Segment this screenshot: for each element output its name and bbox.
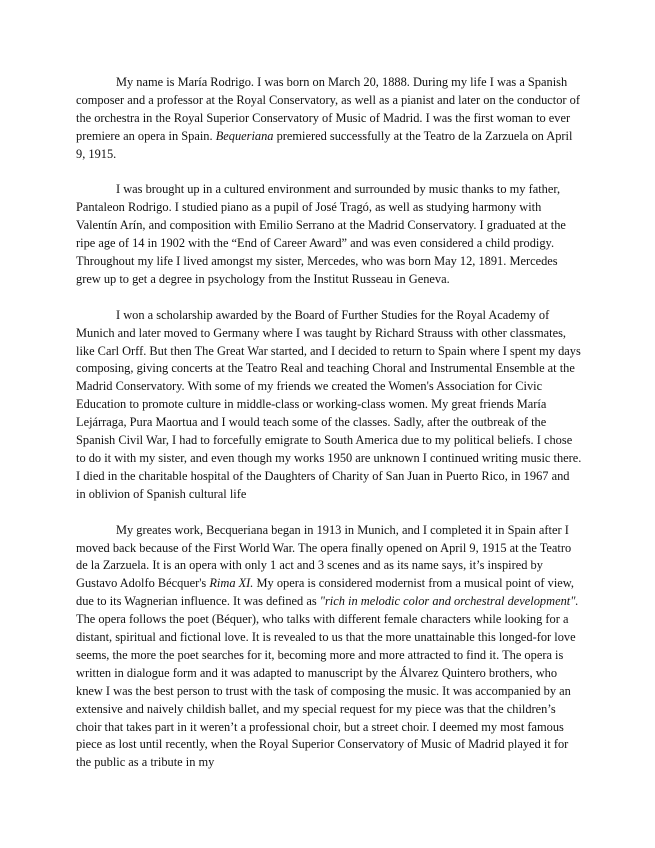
text-segment: My opera is considered modernist from a musical point of view, due to its Wagnerian influence. It was defined as xyxy=(76,576,574,609)
paragraph-intro xyxy=(76,74,582,164)
text-segment: My name is María Rodrigo. I was born on March 20, 1888. During my life I was a Spanish composer and a professor at the Royal Conservatory, as well as a pianist and later on the conductor of the orchestra in the Royal Superior Conservatory of Music of Madrid. I was the first woman to ever premiere an opera in Spain. xyxy=(76,75,580,143)
italic-rima-xi: Rima XI. xyxy=(209,576,254,591)
italic-title-bequeriana: Bequeriana xyxy=(215,128,274,143)
text-segment: My greates work, Becqueriana began in 1913 in Munich, and I completed it in Spain after I moved back because of the First World War. The opera finally opened on April 9, 1915 at the Teatro de la Zarzuela. It is an opera with only 1 act and 3 scenes and as its name says, it’s inspired by Gustavo Adolfo Bécquer's xyxy=(76,522,572,591)
text-segment: I was brought up in a cultured environment and surrounded by music thanks to my father, Pantaleon Rodrigo. I studied piano as a pupil of José Tragó, as well as studying harmony with Valentín Arín, and composition with Emilio Serrano at the Madrid Conservatory. I graduated at the ripe age of 14 in 1902 with the “End of Career Award” and was even considered a child prodigy. Throughout my life I lived amongst my sister, Mercedes, who was born May 12, 1891. Mercedes grew up to get a degree in psychology from the Institut Russeau in Geneva. xyxy=(76,182,566,286)
paragraph-upbringing xyxy=(76,181,582,288)
italic-quote: "rich in melodic color and orchestral development". xyxy=(319,594,579,609)
text-segment: I won a scholarship awarded by the Board of Further Studies for the Royal Academy of Munich and later moved to Germany where I was taught by Richard Strauss with other classmates, like Carl Orff. But then The Great War started, and I decided to return to Spain where I spent my days composing, giving concerts at the Teatro Real and teaching Choral and Instrumental Ensemble at the Madrid Conservatory. With some of my friends we created the Women's Association for Civic Education to promote culture in middle-class or working-class women. My great friends María Lejárraga, Pura Maortua and I would teach some of the classes. Sadly, after the outbreak of the Spanish Civil War, I had to forcefully emigrate to South America due to my political beliefs. I chose to do it with my sister, and even though my works 1950 are unknown I continued writing music there. I died in the charitable hospital of the Daughters of Charity of San Juan in Puerto Rico, in 1967 and in oblivion of Spanish cultural life xyxy=(76,307,582,501)
document-page xyxy=(76,74,582,790)
text-segment: The opera follows the poet (Béquer), who talks with different female characters while looking for a distant, spiritual and fictional love. It is revealed to us that the more unattainable this longed-for love seems, the more the poet searches for it, becoming more and more attracted to find it. The opera is written in dialogue form and it was adapted to manuscript by the Álvarez Quintero brothers, who knew I was the best person to trust with the task of composing the music. It was accompanied by an extensive and naively childish ballet, and my special request for my piece was that the children’s choir that takes part in it weren’t a professional choir, but a street choir. I deemed my most famous piece as lost until recently, when the Royal Superior Conservatory of Music of Madrid played it for the public as a tribute in my xyxy=(76,612,576,770)
text-segment: premiered successfully at the Teatro de la Zarzuela on April 9, 1915. xyxy=(76,128,573,161)
paragraph-career xyxy=(76,307,582,504)
paragraph-becqueriana xyxy=(76,522,582,773)
